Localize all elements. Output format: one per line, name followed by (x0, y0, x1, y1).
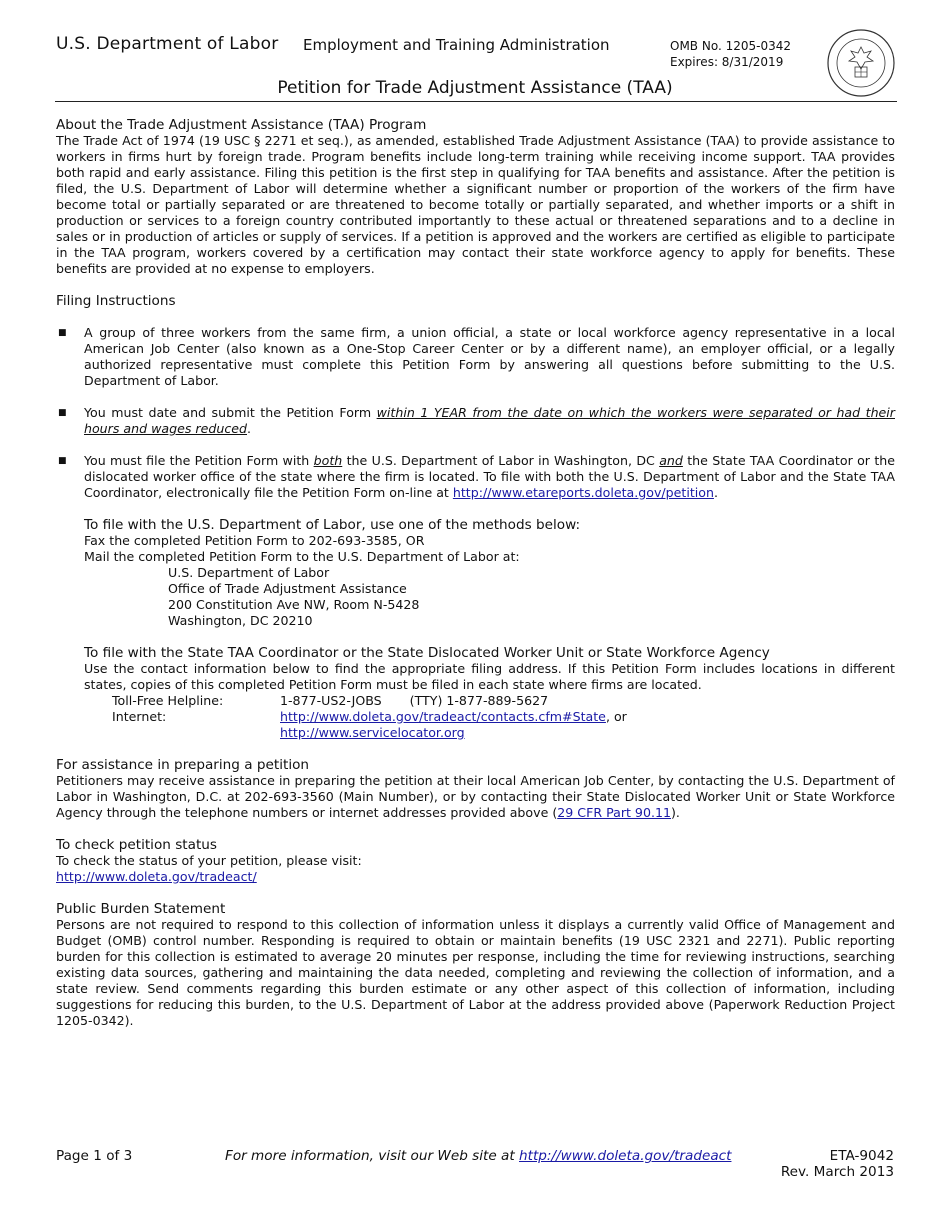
agency-name: U.S. Department of Labor (56, 34, 279, 54)
assistance-body: Petitioners may receive assistance in preparing the petition at their local American Job Center, by contacting the U.S. Department of Labor in Washington, D.C. at 202-693-3560 (Main Number), or by contacting their State Dislocated Worker Unit or State Workforce Agency through the telephone numbers or internet addresses provided above (29 CFR Part 90.11). (56, 773, 895, 820)
omb-number: OMB No. 1205-0342 (670, 39, 791, 53)
document-body (56, 117, 895, 1029)
burden-body: Persons are not required to respond to this collection of information unless it displays a currently valid Office of Management and Budget (OMB) control number. Responding is required to obtain or maintain benefits (19 USC 2321 and 2271). Public reporting burden for this collection is estimated to average 20 minutes per response, including the time for reviewing instructions, searching existing data sources, gathering and maintaining the data needed, completing and reviewing the collection of information, and a state review. Send comments regarding this burden estimate or any other aspect of this collection of information, including suggestions for reducing this burden, to the U.S. Department of Labor at the address provided above (Paperwork Reduction Project 1205-0342). (56, 917, 895, 1028)
address-line: 200 Constitution Ave NW, Room N-5428 (168, 597, 420, 612)
bullet-icon: ■ (58, 456, 67, 466)
deadline-emphasis: within 1 YEAR from the date on which the workers were separated or had their hours and wages reduced (84, 405, 895, 436)
header-divider (55, 101, 897, 102)
page-title: Petition for Trade Adjustment Assistance (TAA) (277, 78, 673, 98)
dol-filing-heading: To file with the U.S. Department of Labor, use one of the methods below: (84, 517, 581, 533)
dol-filing-section (56, 517, 895, 565)
footer-tradeact-link[interactable]: http://www.doleta.gov/tradeact (519, 1148, 732, 1164)
internet-row: Internet: http://www.doleta.gov/tradeact/contacts.cfm#State, or http://www.servicelocator.org (112, 709, 627, 740)
helpline-label: Toll-Free Helpline: (112, 693, 224, 708)
about-body: The Trade Act of 1974 (19 USC § 2271 et seq.), as amended, established Trade Adjustment Assistance (TAA) to provide assistance to workers in firms hurt by foreign trade. Program benefits include long-term training while receiving income support. TAA provides both rapid and early assistance. Filing this petition is the first step in qualifying for TAA benefits and assistance. After the petition is filed, the U.S. Department of Labor will determine whether a significant number or proportion of the workers of the firm have become total or partially separated or are threatened to become totally or partially separated, and whether imports or a shift in production or services to a foreign country contributed importantly to these actual or threatened separations and to a decline in sales or in production of articles or supply of services. If a petition is approved and the workers are certified as eligible to participate in the TAA program, workers covered by a certification may contact their state workforce agency to apply for benefits. These benefits are provided at no expense to employers. (56, 133, 895, 276)
form-revision: Rev. March 2013 (780, 1164, 894, 1180)
cfr-link[interactable]: 29 CFR Part 90.11 (557, 805, 671, 820)
dol-address (56, 565, 895, 629)
status-heading: To check petition status (56, 837, 217, 853)
status-body: To check the status of your petition, please visit: (56, 853, 362, 868)
about-heading: About the Trade Adjustment Assistance (TAA) Program (56, 117, 427, 133)
address-line: Office of Trade Adjustment Assistance (168, 581, 407, 596)
filing-heading: Filing Instructions (56, 293, 176, 309)
address-line: U.S. Department of Labor (168, 565, 330, 580)
helpline-value: 1-877-US2-JOBS (TTY) 1-877-889-5627 (280, 693, 549, 708)
form-number: ETA-9042 (829, 1148, 894, 1164)
state-contacts-link[interactable]: http://www.doleta.gov/tradeact/contacts.cfm#State (280, 709, 606, 724)
address-line: Washington, DC 20210 (168, 613, 313, 628)
bullet-icon: ■ (58, 328, 67, 338)
filing-bullet-2: ■ You must date and submit the Petition Form within 1 YEAR from the date on which the workers were separated or had their hours and wages reduced. (58, 405, 895, 436)
state-filing-section (56, 645, 895, 741)
page-number: Page 1 of 3 (56, 1148, 133, 1164)
bullet-icon: ■ (58, 408, 67, 418)
state-filing-heading: To file with the State TAA Coordinator or the State Dislocated Worker Unit or State Workforce Agency (84, 645, 770, 661)
omb-block (670, 38, 791, 70)
status-link[interactable]: http://www.doleta.gov/tradeact/ (56, 869, 257, 884)
helpline-row (112, 693, 895, 709)
filing-bullet-3: ■ You must file the Petition Form with both the U.S. Department of Labor in Washington, DC and the State TAA Coordinator or the dislocated worker office of the state where the firm is located. To file with both the U.S. Department of Labor and the State TAA Coordinator, electronically file the Petition Form on-line at http://www.etareports.doleta.gov/petition. (58, 453, 895, 500)
administration-name: Employment and Training Administration (303, 36, 610, 54)
dol-fax-line: Fax the completed Petition Form to 202-693-3585, OR (84, 533, 425, 548)
assistance-heading: For assistance in preparing a petition (56, 757, 310, 773)
service-locator-link[interactable]: http://www.servicelocator.org (280, 725, 465, 740)
filing-bullet-1: ■ A group of three workers from the same firm, a union official, a state or local workforce agency representative in a local American Job Center (also known as a One-Stop Career Center or by a different name), an employer official, or a legally authorized representative must complete this Petition Form by answering all questions before submitting to the U.S. Department of Labor. (58, 325, 895, 388)
omb-expires: Expires: 8/31/2019 (670, 55, 784, 69)
petition-online-link[interactable]: http://www.etareports.doleta.gov/petition (452, 485, 714, 500)
dol-mail-line: Mail the completed Petition Form to the U.S. Department of Labor at: (84, 549, 520, 564)
internet-label: Internet: (112, 709, 167, 724)
burden-heading: Public Burden Statement (56, 901, 226, 917)
form-identifier (781, 1148, 894, 1180)
state-filing-body: Use the contact information below to find the appropriate filing address. If this Petition Form includes locations in different states, copies of this completed Petition Form must be filed in each state where firms are located. (84, 661, 895, 692)
footer-info: For more information, visit our Web site at http://www.doleta.gov/tradeact (225, 1148, 732, 1164)
